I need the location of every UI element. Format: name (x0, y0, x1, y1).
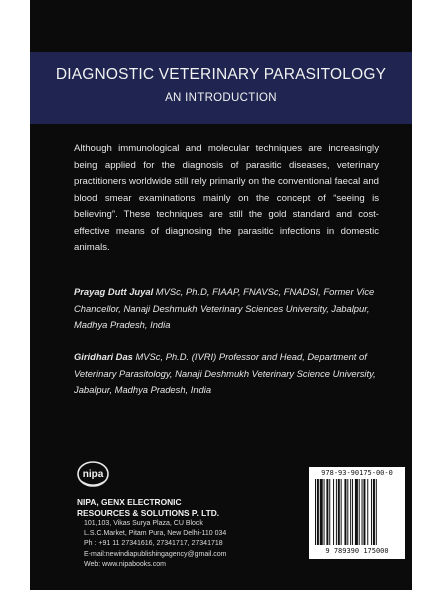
barcode-bar (326, 479, 328, 545)
barcode-bar (344, 479, 346, 545)
barcode-bar (362, 479, 363, 545)
barcode-bar (317, 479, 319, 545)
publisher-logo (76, 460, 110, 490)
barcode-bar (341, 479, 342, 545)
publisher-logo-text: nipa (82, 469, 104, 480)
barcode-bar (376, 479, 377, 545)
barcode-bars (315, 479, 399, 545)
barcode-bar (333, 479, 334, 545)
barcode-bar (336, 479, 337, 545)
isbn-barcode (309, 467, 405, 559)
publisher-name: NIPA, GENX ELECTRONIC RESOURCES & SOLUTIONS P. LTD. (77, 497, 220, 518)
barcode-bar (329, 479, 330, 545)
author-name: Giridhari Das (74, 351, 133, 362)
barcode-bar (350, 479, 351, 545)
isbn-digits: 9 789390 175000 (325, 547, 389, 555)
book-blurb: Although immunological and molecular techniques are increasingly being applied for the diagnosis of parasitic diseases, veterinary practitioners worldwide still rely primarily on the conventional faecal and blood smear examinations mainly on the concept of “seeing is believing”. These techniques are still the gold standard and cost-effective means of diagnosing the parasitic infections in domestic animals. (74, 143, 379, 253)
barcode-bar (324, 479, 325, 545)
barcode-bar (355, 479, 358, 545)
email-line: E-mail:newindiapublishingagency@gmail.com (84, 550, 227, 558)
phone-line: Ph : +91 11 27341616, 27341717, 27341718 (84, 540, 223, 548)
author-bio (74, 284, 379, 334)
author-details: MVSc, Ph.D, FIAAP, FNAVSc, FNADSI, Former Vice Chancellor, Nanaji Deshmukh Veterinary Sciences University, Jabalpur, Madhya Pradesh, India (74, 286, 375, 330)
barcode-bar (359, 479, 360, 545)
author-name: Prayag Dutt Juyal (74, 286, 154, 297)
barcode-bar (371, 479, 372, 545)
barcode-bar (338, 479, 340, 545)
publisher-address (84, 519, 227, 570)
barcode-bar (363, 479, 365, 545)
barcode-bar (373, 479, 375, 545)
barcode-bar (315, 479, 316, 545)
book-title: DIAGNOSTIC VETERINARY PARASITOLOGY (55, 66, 387, 83)
barcode-bar (352, 479, 353, 545)
author-bio (74, 349, 379, 399)
back-cover (30, 0, 412, 590)
isbn-label: 978-93-90175-00-0 (321, 469, 393, 477)
author-details: MVSc, Ph.D. (IVRI) Professor and Head, Department of Veterinary Parasitology, Nanaji Deshmukh Veterinary Science University, Jabalpur, Madhya Pradesh, India (74, 351, 376, 395)
address-line: 101,103, Vikas Surya Plaza, CU Block (84, 520, 203, 527)
barcode-bar (320, 479, 323, 545)
address-line: L.S.C.Market, Pitam Pura, New Delhi-110 034 (84, 530, 227, 538)
title-band (30, 52, 412, 124)
web-line: Web: www.nipabooks.com (84, 560, 166, 568)
book-subtitle: AN INTRODUCTION (165, 92, 277, 104)
barcode-bar (367, 479, 368, 545)
barcode-bar (347, 479, 348, 545)
